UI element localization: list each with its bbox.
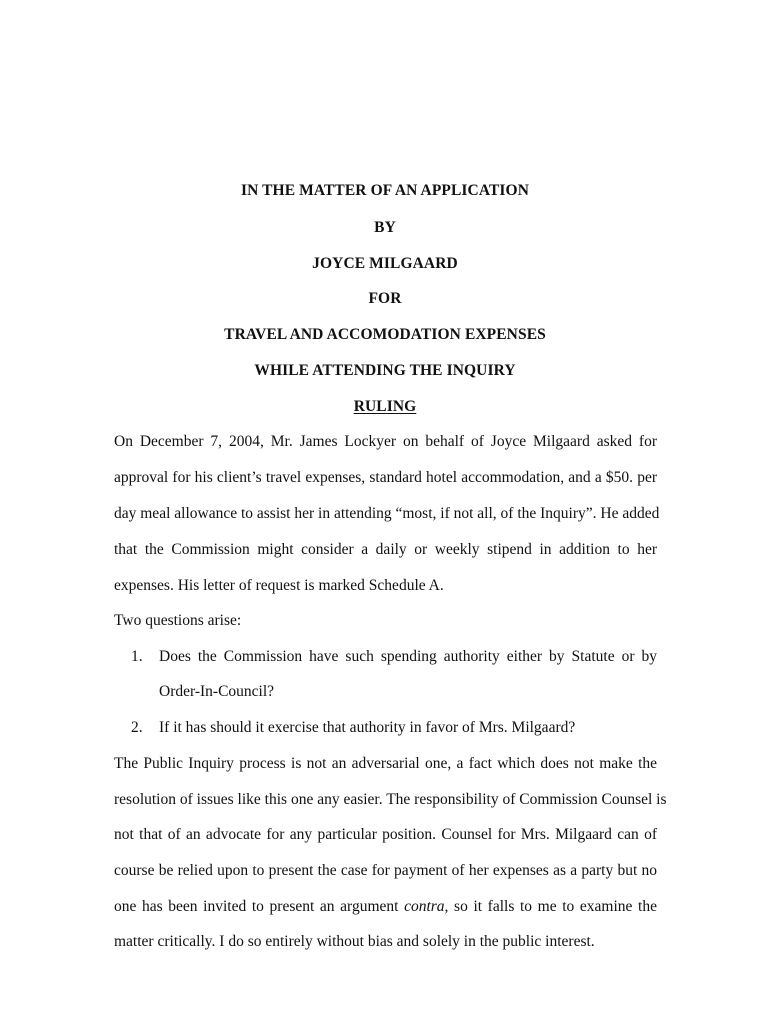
ruling-heading [0, 398, 770, 416]
header-line-name: JOYCE MILGAARD [312, 255, 458, 272]
question-line: If it has should it exercise that authority in favor of Mrs. Milgaard? [159, 719, 576, 736]
paragraph2-line: resolution of issues like this one any easier. The responsibility of Commission Counsel is [114, 791, 667, 808]
question-line: Order-In-Council? [159, 683, 275, 700]
header-line-for: FOR [368, 290, 402, 307]
ruling-heading-text: RULING [353, 398, 417, 415]
header-line-inquiry: WHILE ATTENDING THE INQUIRY [254, 362, 516, 379]
question-line: Does the Commission have such spending authority either by Statute or by [159, 648, 657, 665]
paragraph2-line: The Public Inquiry process is not an adversarial one, a fact which does not make the [114, 755, 657, 772]
paragraph2-line: matter critically. I do so entirely without bias and solely in the public interest. [114, 933, 595, 950]
header-line-application: IN THE MATTER OF AN APPLICATION [240, 182, 530, 199]
paragraph2-line [114, 898, 657, 916]
paragraph1-line: On December 7, 2004, Mr. James Lockyer on behalf of Joyce Milgaard asked for [114, 433, 657, 450]
header-line-by: BY [374, 219, 396, 236]
paragraph1-line: expenses. His letter of request is marked Schedule A. [114, 577, 444, 594]
paragraph2-italic-word: contra [404, 898, 445, 915]
paragraph2-text: , so it falls to me to examine the [444, 898, 657, 915]
questions-intro: Two questions arise: [114, 612, 242, 629]
paragraph1-line: that the Commission might consider a daily or weekly stipend in addition to her [114, 541, 657, 558]
paragraph2-line: not that of an advocate for any particular position. Counsel for Mrs. Milgaard can of [114, 826, 657, 843]
question-number: 1. [131, 648, 143, 665]
paragraph1-line: approval for his client’s travel expenses, standard hotel accommodation, and a $50. per [114, 469, 657, 486]
header-line-expenses: TRAVEL AND ACCOMODATION EXPENSES [224, 326, 546, 343]
paragraph2-line: course be relied upon to present the case for payment of her expenses as a party but no [114, 862, 657, 879]
question-number: 2. [131, 719, 143, 736]
paragraph1-line: day meal allowance to assist her in attending “most, if not all, of the Inquiry”. He added [114, 505, 660, 522]
paragraph2-text: one has been invited to present an argument [114, 898, 405, 915]
